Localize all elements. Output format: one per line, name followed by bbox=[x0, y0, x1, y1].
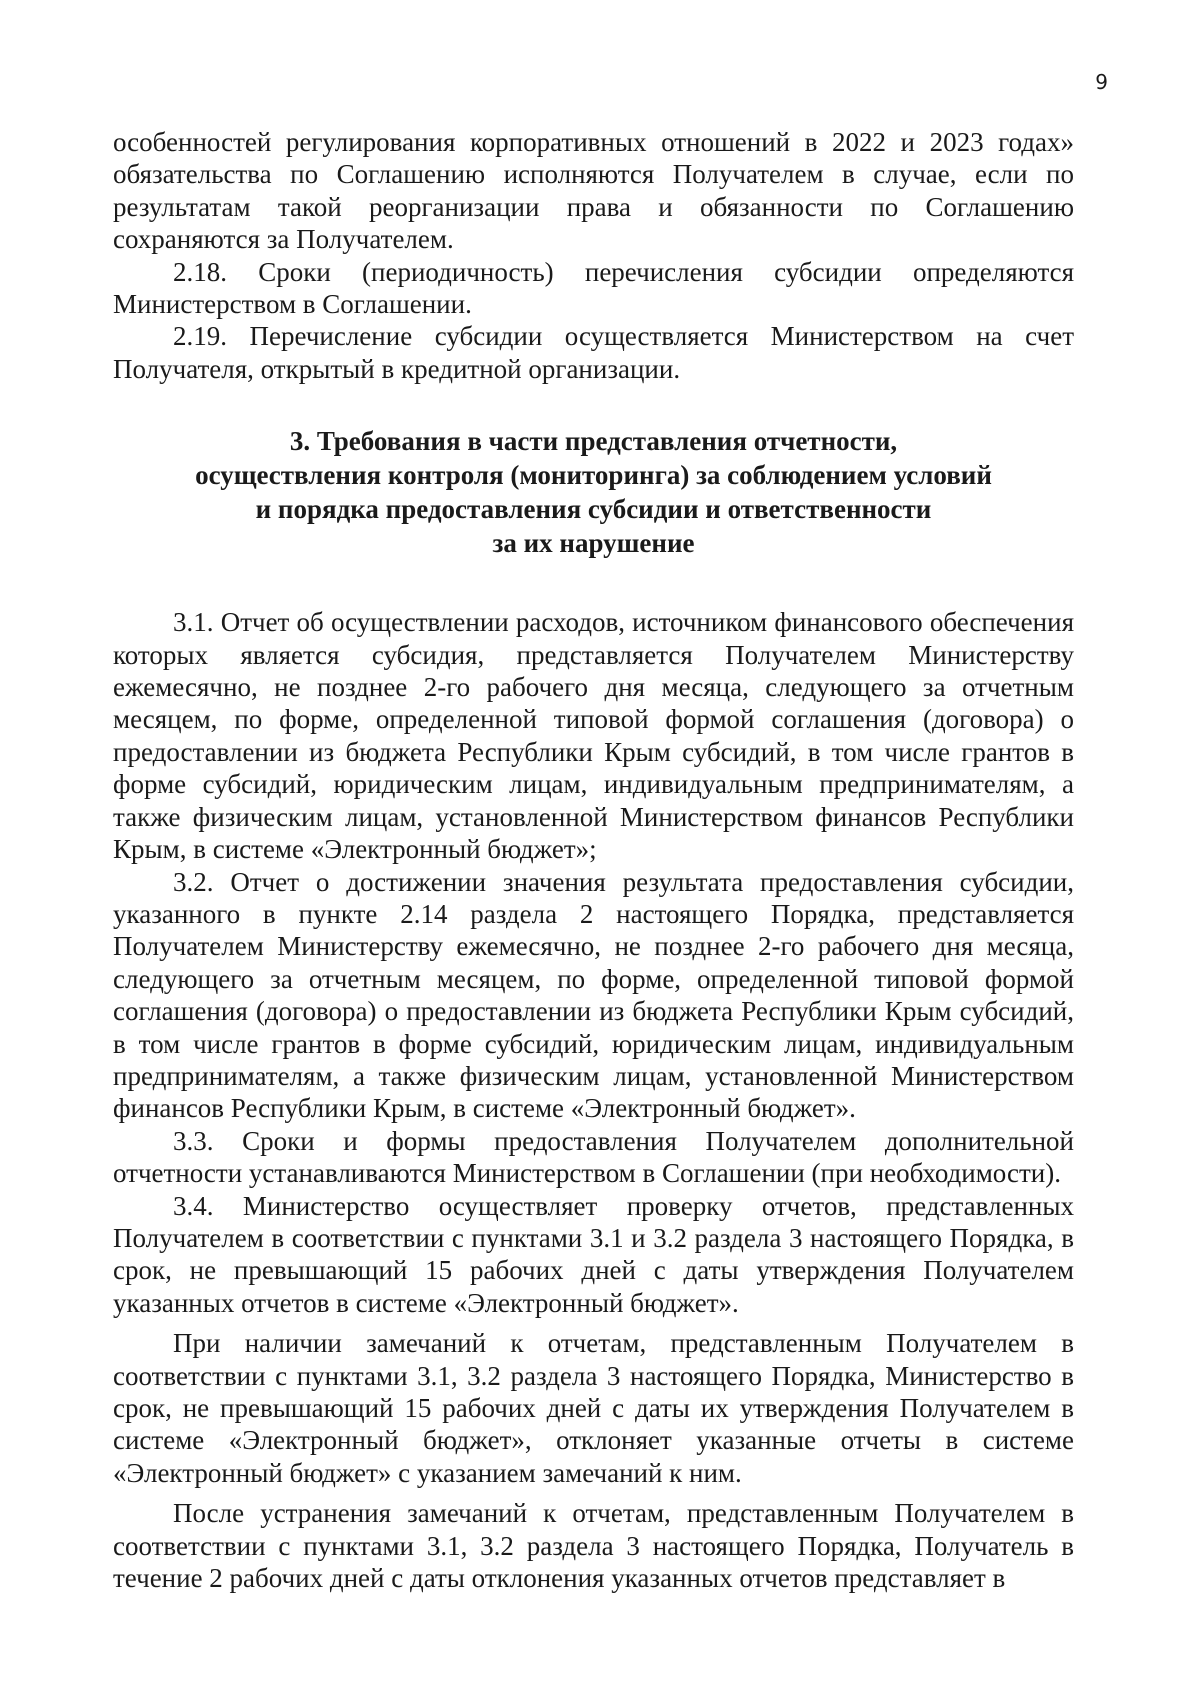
heading-line: 3. Требования в части представления отчетности, bbox=[289, 426, 898, 457]
heading-line: осуществления контроля (мониторинга) за соблюдением условий bbox=[195, 460, 992, 491]
heading-line: и порядка предоставления субсидии и ответственности bbox=[255, 494, 932, 525]
paragraph-after-remarks: После устранения замечаний к отчетам, представленным Получателем в соответствии с пунктами 3.1, 3.2 раздела 3 настоящего Порядка, Получатель в течение 2 рабочих дней с даты отклонения указанных отчетов представляет в bbox=[113, 1498, 1074, 1594]
paragraph-3-1: 3.1. Отчет об осуществлении расходов, источником финансового обеспечения которых является субсидия, представляется Получателем Министерству ежемесячно, не позднее 2-го рабочего дня месяца, следующего за отчетным месяцем, по форме, определенной типовой формой соглашения (договора) о предоставлении из бюджета Республики Крым субсидий, в том числе грантов в форме субсидий, юридическим лицам, индивидуальным предпринимателям, а также физическим лицам, установленной Министерством финансов Республики Крым, в системе «Электронный бюджет»; bbox=[113, 607, 1074, 865]
heading-line: за их нарушение bbox=[492, 528, 695, 559]
page-number: 9 bbox=[1095, 70, 1108, 94]
paragraph-2-19: 2.19. Перечисление субсидии осуществляется Министерством на счет Получателя, открытый в кредитной организации. bbox=[113, 321, 1074, 384]
paragraph-2-18: 2.18. Сроки (периодичность) перечисления субсидии определяются Министерством в Соглашении. bbox=[113, 256, 1074, 320]
paragraph-continuation: особенностей регулирования корпоративных отношений в 2022 и 2023 годах» обязательства по Соглашению исполняются Получателем в случае, если по результатам такой реорганизации права и обязанности по Соглашению сохраняются за Получателем. bbox=[113, 127, 1074, 255]
section-3-heading bbox=[113, 424, 1074, 560]
paragraph-3-3: 3.3. Сроки и формы предоставления Получателем дополнительной отчетности устанавливаются Министерством в Соглашении (при необходимости). bbox=[113, 1125, 1074, 1189]
paragraph-remarks: При наличии замечаний к отчетам, представленным Получателем в соответствии с пунктами 3.1, 3.2 раздела 3 настоящего Порядка, Министерство в срок, не превышающий 15 рабочих дней с даты их утверждения Получателем в системе «Электронный бюджет», отклоняет указанные отчеты в системе «Электронный бюджет» с указанием замечаний к ним. bbox=[113, 1328, 1074, 1488]
paragraph-3-2: 3.2. Отчет о достижении значения результата предоставления субсидии, указанного в пункте 2.14 раздела 2 настоящего Порядка, представляется Получателем Министерству ежемесячно, не позднее 2-го рабочего дня месяца, следующего за отчетным месяцем, по форме, определенной типовой формой соглашения (договора) о предоставлении из бюджета Республики Крым субсидий, в том числе грантов в форме субсидий, юридическим лицам, индивидуальным предпринимателям, а также физическим лицам, установленной Министерством финансов Республики Крым, в системе «Электронный бюджет». bbox=[113, 866, 1074, 1124]
document-body bbox=[113, 126, 1074, 1594]
paragraph-3-4: 3.4. Министерство осуществляет проверку отчетов, представленных Получателем в соответствии с пунктами 3.1 и 3.2 раздела 3 настоящего Порядка, в срок, не превышающий 15 рабочих дней с даты утверждения Получателем указанных отчетов в системе «Электронный бюджет». bbox=[113, 1190, 1074, 1318]
